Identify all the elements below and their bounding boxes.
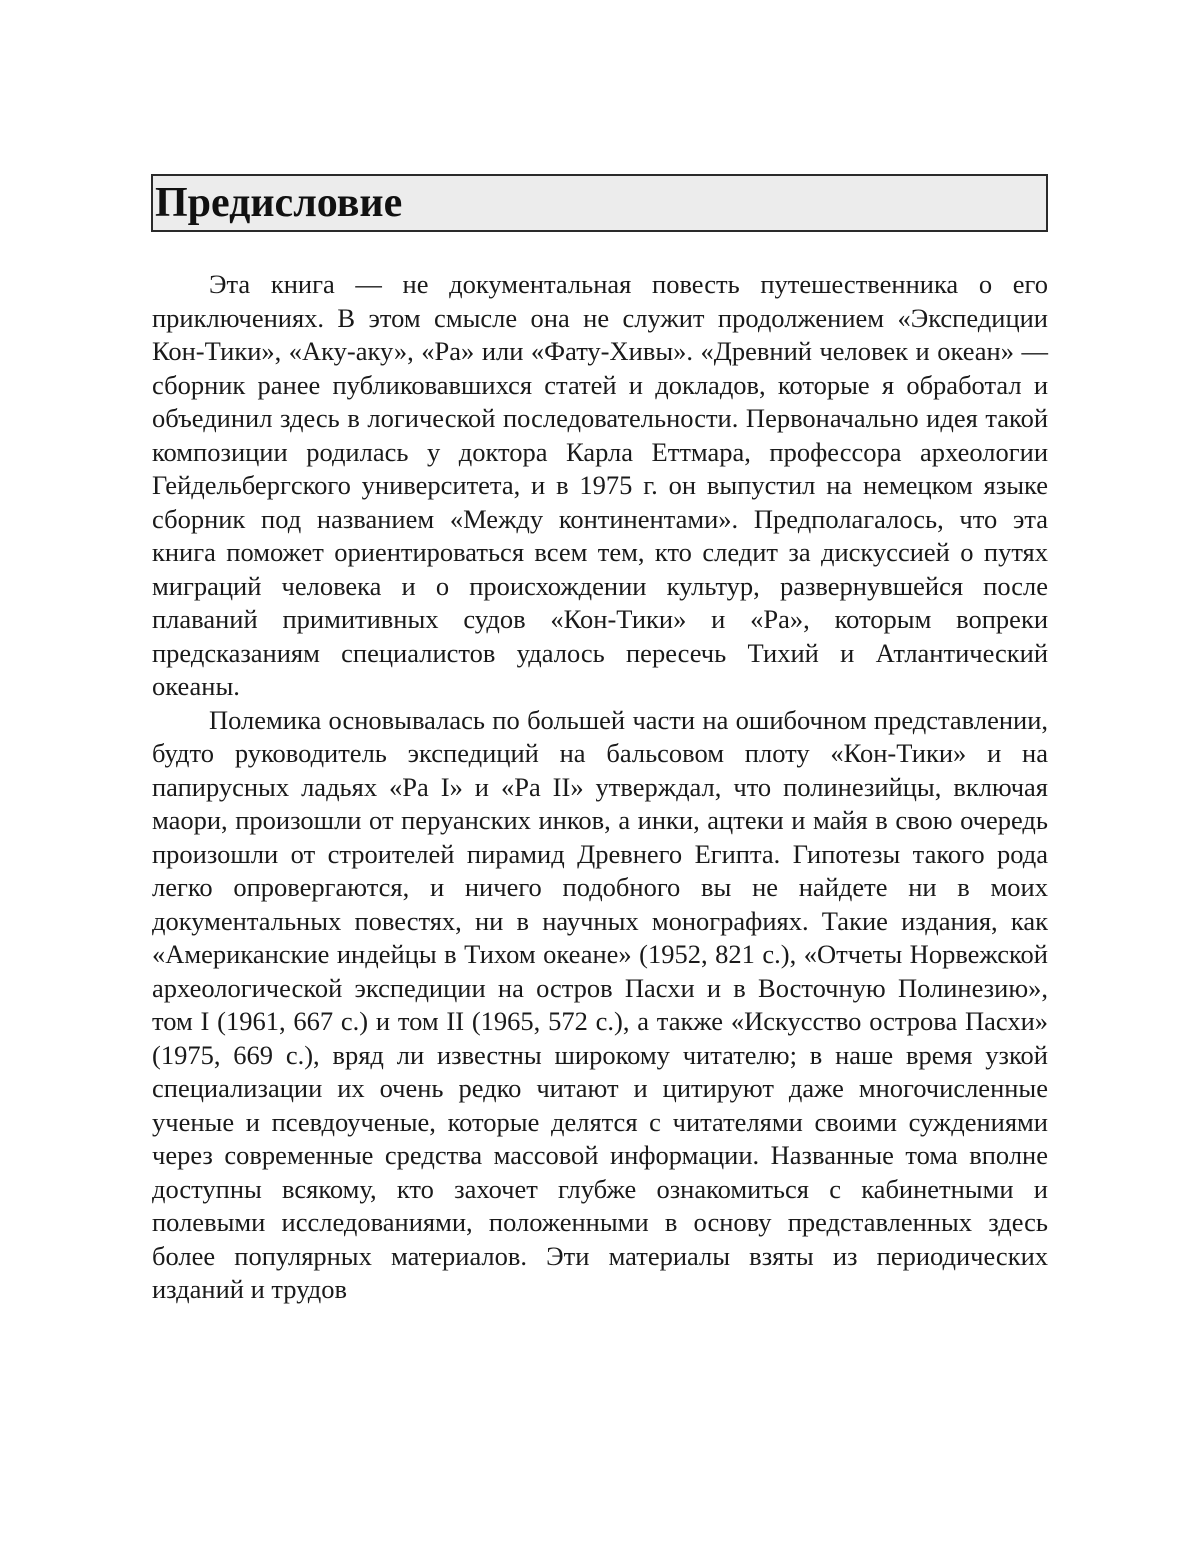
page-title: Предисловие <box>155 180 403 226</box>
paragraph-2: Полемика основывалась по большей части на ошибочном представлении, будто руководитель экспедиций на бальсовом плоту «Кон-Тики» и на папирусных ладьях «Ра I» и «Ра II» утверждал, что полинезийцы, включая маори, произошли от перуанских инков, а инки, ацтеки и майя в свою очередь произошли от строителей пирамид Древнего Египта. Гипотезы такого рода легко опровергаются, и ничего подобного вы не найдете ни в моих документальных повестях, ни в научных монографиях. Такие издания, как «Американские индейцы в Тихом океане» (1952, 821 с.), «Отчеты Норвежской археологической экспедиции на остров Пасхи и в Восточную Полинезию», том I (1961, 667 с.) и том II (1965, 572 с.), а также «Искусство острова Пасхи» (1975, 669 с.), вряд ли известны широкому читателю; в наше время узкой специализации их очень редко читают и цитируют даже многочисленные ученые и псевдоученые, которые делятся с читателями своими суждениями через современные средства массовой информации. Названные тома вполне доступны всякому, кто захочет глубже ознакомиться с кабинетными и полевыми исследованиями, положенными в основу представленных здесь более популярных материалов. Эти материалы взяты из периодических изданий и трудов <box>152 704 1048 1304</box>
heading-box <box>151 174 1048 232</box>
body-text <box>152 268 1048 1307</box>
paragraph-1: Эта книга — не документальная повесть путешественника о его приключениях. В этом смысле она не служит продолжением «Экспедиции Кон-Тики», «Аку-аку», «Ра» или «Фату-Хивы». «Древний человек и океан» — сборник ранее публиковавшихся статей и докладов, которые я обработал и объединил здесь в логической последовательности. Первоначально идея такой композиции родилась у доктора Карла Еттмара, профессора археологии Гейдельбергского университета, и в 1975 г. он выпустил на немецком языке сборник под названием «Между континентами». Предполагалось, что эта книга поможет ориентироваться всем тем, кто следит за дискуссией о путях миграций человека и о происхождении культур, развернувшейся после плаваний примитивных судов «Кон-Тики» и «Ра», которым вопреки предсказаниям специалистов удалось пересечь Тихий и Атлантический океаны. <box>152 269 1048 701</box>
